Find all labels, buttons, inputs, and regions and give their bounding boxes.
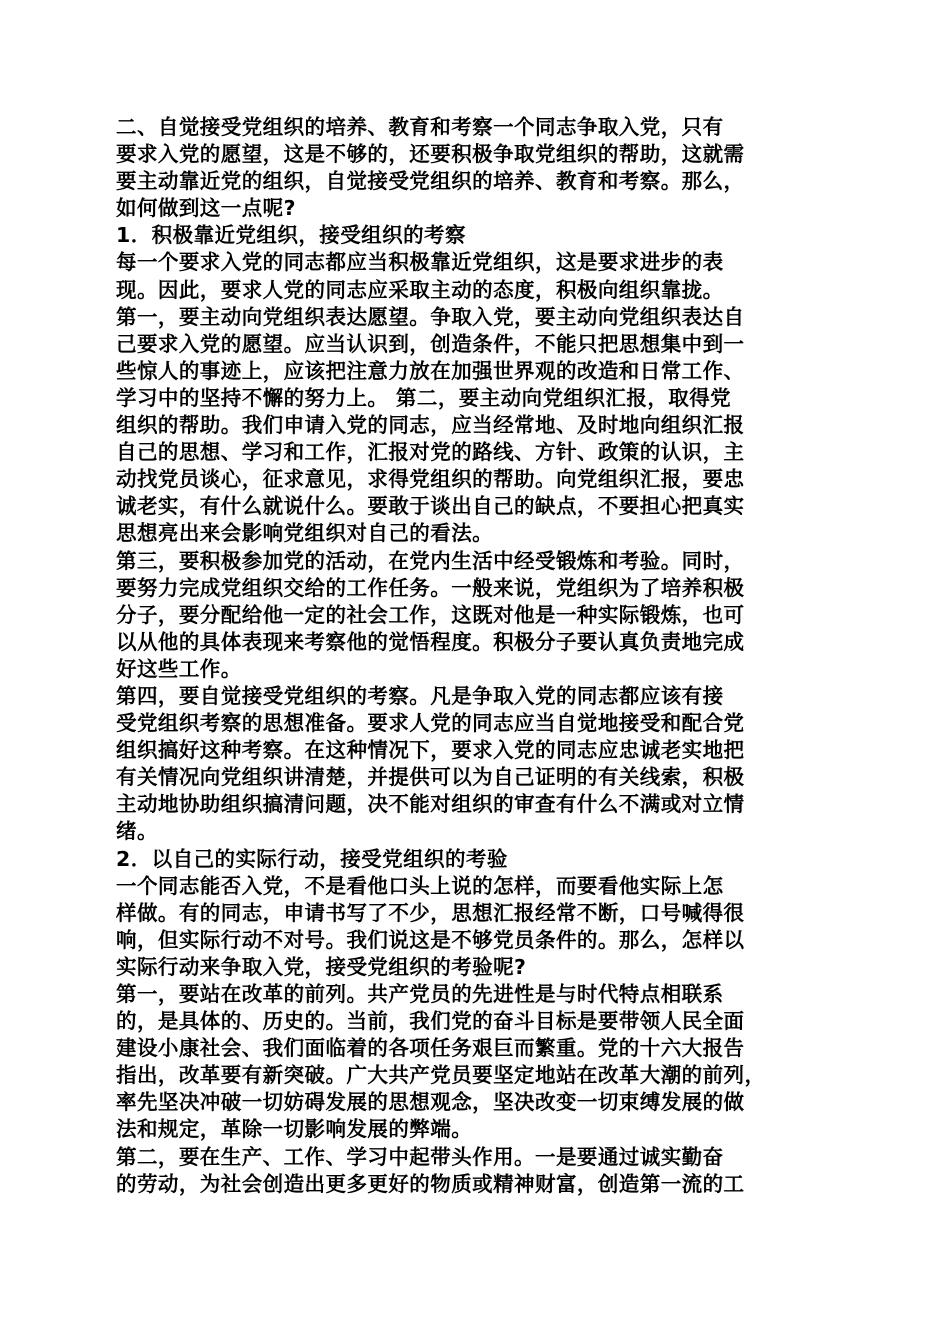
text-line: 如何做到这一点呢?	[116, 196, 296, 221]
text-line: 样做。有的同志，申请书写了不少，思想汇报经常不断，口号喊得很	[116, 900, 745, 925]
text-line: 第三，要积极参加党的活动，在党内生活中经受锻炼和考验。同时，	[116, 548, 745, 573]
text-line: 率先坚决冲破一切妨碍发展的思想观念，坚决改变一切束缚发展的做	[116, 1090, 745, 1115]
text-line: 一个同志能否入党，不是看他口头上说的怎样，而要看他实际上怎	[116, 873, 724, 898]
text-line: 要努力完成党组织交给的工作任务。一般来说，党组织为了培养积极	[116, 575, 745, 600]
text-line: 学习中的坚持不懈的努力上。 第二，要主动向党组织汇报，取得党	[116, 385, 732, 410]
text-line: 受党组织考察的思想准备。要求人党的同志应当自觉地接受和配合党	[116, 711, 745, 736]
document-page	[116, 114, 840, 1198]
text-line: 指出，改革要有新突破。广大共产党员要坚定地站在改革大潮的前列，	[116, 1063, 766, 1088]
text-line: 每一个要求入党的同志都应当积极靠近党组织，这是要求进步的表	[116, 250, 724, 275]
text-line: 绪。	[116, 819, 158, 844]
text-line: 建设小康社会、我们面临着的各项任务艰巨而繁重。党的十六大报告	[116, 1036, 745, 1061]
text-line: 以从他的具体表现来考察他的觉悟程度。积极分子要认真负责地完成	[116, 629, 745, 654]
text-line: 组织搞好这种考察。在这种情况下，要求入党的同志应忠诚老实地把	[116, 738, 745, 763]
text-line: 法和规定，革除一切影响发展的弊端。	[116, 1117, 473, 1142]
text-line: 第一，要站在改革的前列。共产党员的先进性是与时代特点相联系	[116, 982, 724, 1006]
text-line: 分子，要分配给他一定的社会工作，这既对他是一种实际锻炼，也可	[116, 602, 745, 627]
section-heading: 2．以自己的实际行动，接受党组织的考验	[116, 846, 508, 871]
text-line: 第四，要自觉接受党组织的考察。凡是争取入党的同志都应该有接	[116, 683, 724, 708]
section-heading: 1．积极靠近党组织，接受组织的考察	[116, 223, 466, 248]
text-line: 己要求入党的愿望。应当认识到，创造条件，不能只把思想集中到一	[116, 331, 745, 356]
text-line: 好这些工作。	[116, 656, 242, 681]
text-line: 第二，要在生产、工作、学习中起带头作用。一是要通过诚实勤奋	[116, 1144, 724, 1169]
text-line: 二、自觉接受党组织的培养、教育和考察一个同志争取入党，只有	[116, 115, 724, 139]
text-line: 要主动靠近党的组织，自觉接受党组织的培养、教育和考察。那么，	[116, 169, 745, 194]
text-line: 的劳动，为社会创造出更多更好的物质或精神财富，创造第一流的工	[116, 1171, 745, 1196]
text-line: 实际行动来争取入党，接受党组织的考验呢?	[116, 954, 527, 979]
text-line: 组织的帮助。我们申请入党的同志，应当经常地、及时地向组织汇报	[116, 413, 745, 438]
text-line: 诚老实，有什么就说什么。要敢于谈出自己的缺点，不要担心把真实	[116, 494, 745, 519]
text-line: 响，但实际行动不对号。我们说这是不够党员条件的。那么，怎样以	[116, 927, 745, 952]
text-line: 第一，要主动向党组织表达愿望。争取入党，要主动向党组织表达自	[116, 304, 745, 329]
text-line: 思想亮出来会影响党组织对自己的看法。	[116, 521, 494, 546]
text-line: 动找党员谈心，征求意见，求得党组织的帮助。向党组织汇报，要忠	[116, 467, 745, 492]
text-line: 些惊人的事迹上，应该把注意力放在加强世界观的改造和日常工作、	[116, 358, 745, 383]
text-line: 的，是具体的、历史的。当前，我们党的奋斗目标是要带领人民全面	[116, 1009, 745, 1034]
text-line: 自己的思想、学习和工作，汇报对党的路线、方针、政策的认识，主	[116, 440, 745, 465]
text-line: 有关情况向党组织讲清楚，并提供可以为自己证明的有关线索，积极	[116, 765, 745, 790]
text-line: 主动地协助组织搞清问题，决不能对组织的审查有什么不满或对立情	[116, 792, 745, 817]
text-line: 要求入党的愿望，这是不够的，还要积极争取党组织的帮助，这就需	[116, 142, 745, 167]
text-line: 现。因此，要求人党的同志应采取主动的态度，积极向组织靠拢。	[116, 277, 724, 302]
